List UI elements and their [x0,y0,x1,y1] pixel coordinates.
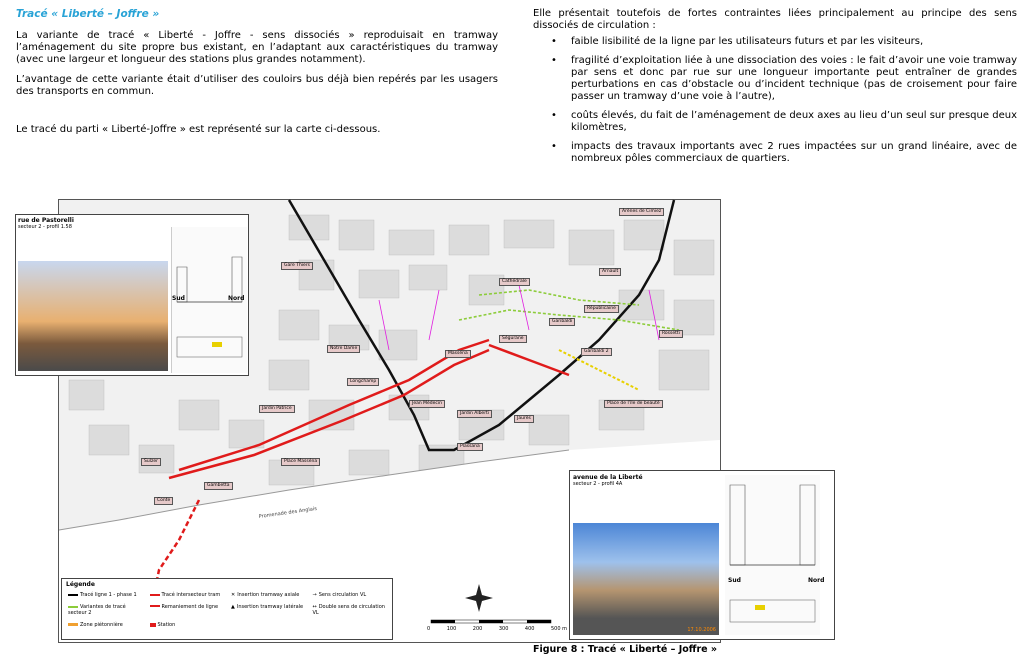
station-label: Gambetta [204,482,233,490]
station-label: Ségurane [499,335,527,343]
figure-caption: Figure 8 : Tracé « Liberté – Joffre » [533,644,718,655]
intro-paragraph: Elle présentait toutefois de fortes contraintes liées principalement au principe des sens dissociés de circulation : [533,8,1017,31]
section-title: Tracé « Liberté – Joffre » [16,8,160,20]
paragraph-2: L’avantage de cette variante était d’utiliser des couloirs bus déjà bien repérés par les usagers des transports en commun. [16,74,498,97]
station-label: Jardin Alberti [457,410,492,418]
station-label: Républicaine [584,305,619,313]
list-item: • coûts élevés, du fait de l’aménagement de deux axes au lieu d’un seul sur presque deux kilomètres, [551,110,1017,133]
street-photo [18,261,168,371]
station-label: Longchamp [347,378,379,386]
legend-item: Remaniement de ligne [150,604,226,616]
list-item: • fragilité d’exploitation liée à une dissociation des voies : le fait d’avoir une voie tramway par sens et donc par rue sur une longueur importante peut entraîner de grandes perturbations en cas d’obstacle ou d’incident technique (pas de croisement pour faire passer un tramway d’une voie à l’autre), [551,55,1017,102]
left-column [16,8,498,144]
constraints-list [533,36,1017,165]
bullet-icon: • [551,110,557,121]
station-label: Notre Dame [327,345,360,353]
legend-item: ✕ Insertion tramway axiale [231,592,300,598]
station-label: Place de l’île de beauté [604,400,663,408]
list-item: • faible lisibilité de la ligne par les utilisateurs futurs et par les visiteurs, [551,36,924,47]
station-label: Jardin Patrice [259,405,295,413]
bullet-icon: • [551,55,557,66]
legend-item: ▲ Insertion tramway latérale [231,604,304,610]
station-label: Plassana [457,443,483,451]
station-label: Gare Thiers [281,262,313,270]
station-label: Masséna [445,350,471,358]
scale-labels: 0 100 200 300 400 500 m [427,626,567,632]
inset-rue-pastorelli: rue de Pastorelli secteur 2 - profil 1.58 Sud Nord [15,214,249,376]
station-label: Jean Médecin [409,400,445,408]
cross-section [725,475,820,635]
station-label: Cathédrale [499,278,530,286]
road-label: Promenade des Anglais [258,505,318,520]
legend-item: Zone piétonnière [68,622,144,628]
legend-item: ↔ Double sens de circulation VL [312,604,385,616]
station-label: Conte [154,497,173,505]
legend-item: Tracé ligne 1 - phase 1 [68,592,144,598]
paragraph-3: Le tracé du parti « Liberté-Joffre » est représenté sur la carte ci-dessous. [16,124,381,135]
street-photo: 17.10.2006 [573,523,719,635]
list-item: • impacts des travaux importants avec 2 rues impactées sur un grand linéaire, avec de nombreux pôles commerciaux de quartiers. [551,141,1017,164]
station-label: Arènes de Cimiez [619,208,664,216]
station-label: Rossetti [659,330,683,338]
legend-item: → Sens circulation VL [312,592,367,598]
right-column [533,8,1017,172]
legend-item: Tracé intersecteur tram [150,592,226,598]
legend-item: Variantes de tracé secteur 2 [68,604,126,616]
bullet-icon: • [551,36,557,47]
inset-avenue-liberte: avenue de la Liberté secteur 2 - profil 4A 17.10.2006 Sud Nord [569,470,835,640]
paragraph-1: La variante de tracé « Liberté - Joffre - sens dissociés » reproduisait en tramway l’aménagement du site propre bus existant, en l’adaptant aux caractéristiques du tramway (avec une largeur et longueur des stations plus grandes notamment). [16,30,498,65]
station-label: Garibaldi 2 [581,348,612,356]
legend-item: Station [150,622,226,628]
station-label: Place Masséna [281,458,320,466]
bullet-icon: • [551,141,557,152]
station-label: Arnault [599,268,621,276]
station-label: Jaurès [514,415,534,423]
station-label: Sulzer [141,458,161,466]
map-legend: Légende Tracé ligne 1 - phase 1 Tracé intersecteur tram ✕ Insertion tramway axiale → Sens circulation VL Variantes de tracé secteur 2 Remaniement de ligne ▲ Insertion tramway latérale ↔ Double sens de circulation VL Zone piétonnière Station [61,578,393,640]
station-label: Garibaldi [549,318,575,326]
map-figure [18,199,825,643]
